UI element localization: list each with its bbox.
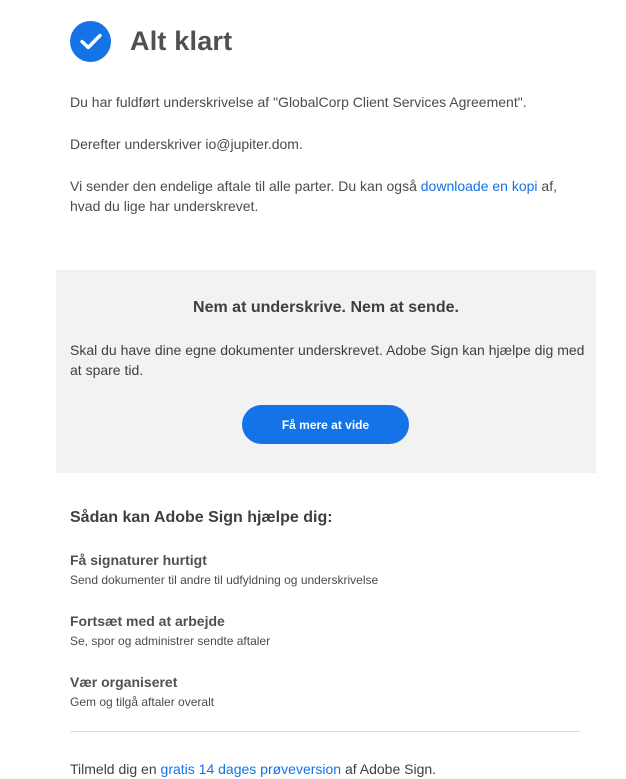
feature-item <box>70 673 590 710</box>
feature-item <box>70 551 590 588</box>
trial-footer <box>70 759 436 779</box>
header <box>70 20 232 62</box>
checkmark-circle-icon <box>70 21 111 62</box>
feature-desc: Se, spor og administrer sendte aftaler <box>70 634 271 648</box>
feature-desc: Gem og tilgå aftaler overalt <box>70 695 215 709</box>
divider <box>70 731 580 732</box>
checkmark-icon <box>80 33 102 50</box>
download-copy-link[interactable]: downloade en kopi <box>420 178 538 194</box>
promo-title: Nem at underskrive. Nem at sende. <box>193 299 459 316</box>
feature-item <box>70 612 590 649</box>
footer-suffix: af Adobe Sign. <box>341 761 437 777</box>
next-signer-message: Derefter underskriver io@jupiter.dom. <box>70 136 303 152</box>
send-message <box>70 176 590 216</box>
send-message-suffix: af, hvad du lige har underskrevet. <box>70 178 557 214</box>
features-heading: Sådan kan Adobe Sign hjælpe dig: <box>70 509 333 526</box>
footer-prefix: Tilmeld dig en <box>70 761 161 777</box>
completed-message: Du har fuldført underskrivelse af "GlobalCorp Client Services Agreement". <box>70 94 527 110</box>
learn-more-button[interactable]: Få mere at vide <box>242 405 409 444</box>
feature-desc: Send dokumenter til andre til udfyldning og underskrivelse <box>70 573 379 587</box>
feature-title: Vær organiseret <box>70 674 178 690</box>
send-message-prefix: Vi sender den endelige aftale til alle parter. Du kan også <box>70 178 421 194</box>
page-title: Alt klart <box>130 25 233 56</box>
feature-title: Få signaturer hurtigt <box>70 552 207 568</box>
promo-text: Skal du have dine egne dokumenter underskrevet. Adobe Sign kan hjælpe dig med at spare tid. <box>70 342 585 378</box>
free-trial-link[interactable]: gratis 14 dages prøveversion <box>160 761 342 777</box>
feature-title: Fortsæt med at arbejde <box>70 613 225 629</box>
promo-panel <box>56 270 596 473</box>
